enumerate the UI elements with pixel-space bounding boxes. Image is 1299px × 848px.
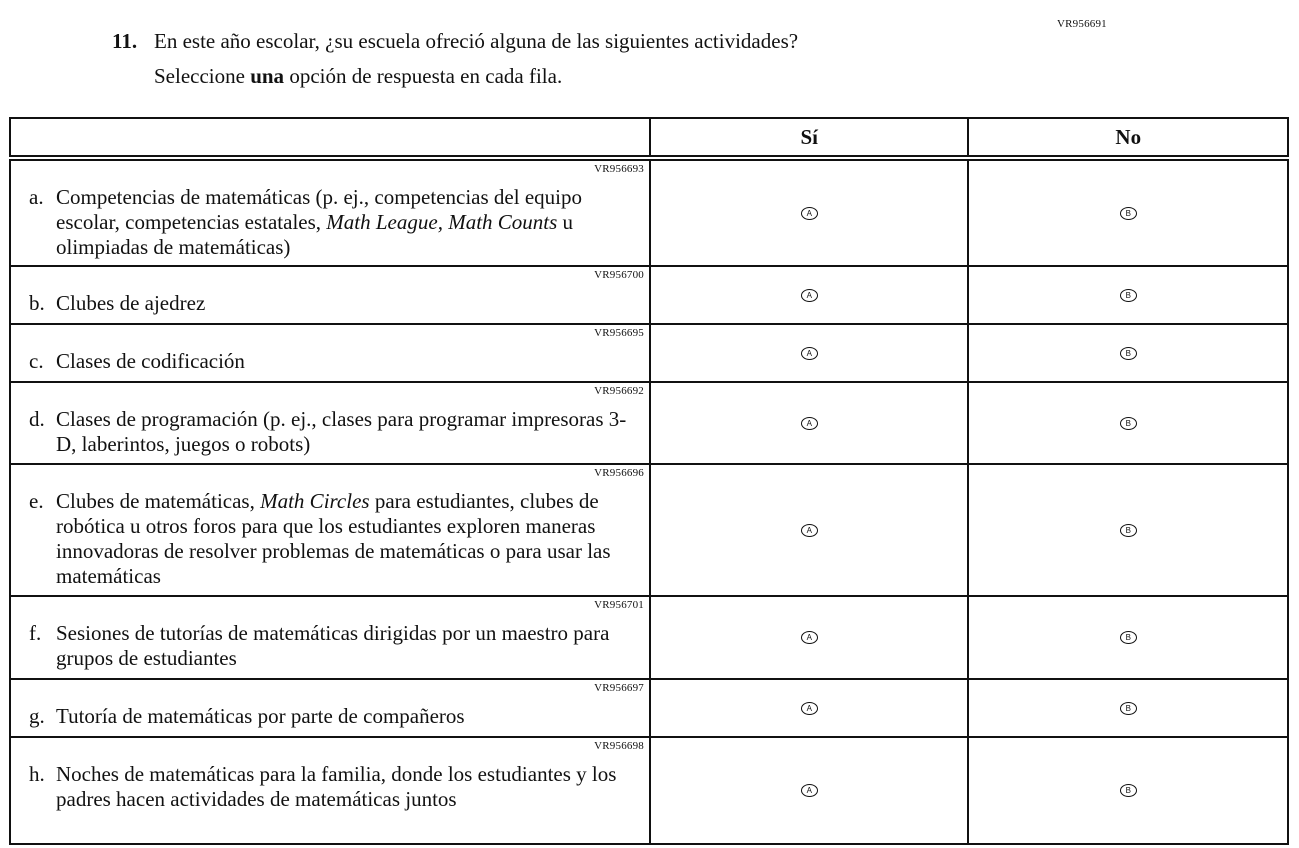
item-cell — [10, 324, 650, 382]
option-no-cell — [968, 158, 1288, 266]
option-no-cell — [968, 679, 1288, 737]
answer-bubble-no[interactable]: B — [1120, 417, 1137, 430]
answer-bubble-yes[interactable]: A — [801, 347, 818, 360]
item-text — [11, 465, 649, 591]
option-yes-cell — [650, 158, 968, 266]
item-cell — [10, 679, 650, 737]
item-cell — [10, 737, 650, 844]
item-code: VR956700 — [594, 269, 644, 281]
answer-bubble-yes[interactable]: A — [801, 784, 818, 797]
item-letter: h. — [29, 762, 45, 786]
answer-bubble-no[interactable]: B — [1120, 784, 1137, 797]
option-yes-cell — [650, 464, 968, 596]
item-row — [10, 464, 1288, 596]
item-text — [11, 680, 649, 731]
item-cell — [10, 464, 650, 596]
option-no-cell — [968, 596, 1288, 679]
item-row — [10, 158, 1288, 266]
instruction-post: opción de respuesta en cada fila. — [284, 64, 563, 88]
answer-bubble-no[interactable]: B — [1120, 347, 1137, 360]
item-code: VR956693 — [594, 163, 644, 175]
item-cell — [10, 266, 650, 324]
answer-bubble-yes[interactable]: A — [801, 289, 818, 302]
answer-bubble-yes[interactable]: A — [801, 417, 818, 430]
item-code: VR956696 — [594, 467, 644, 479]
answer-bubble-no[interactable]: B — [1120, 524, 1137, 537]
option-yes-cell — [650, 596, 968, 679]
item-code: VR956697 — [594, 682, 644, 694]
question-text: En este año escolar, ¿su escuela ofreció alguna de las siguientes actividades? — [154, 29, 799, 53]
item-rows — [10, 158, 1288, 844]
item-label: Noches de matemáticas para la familia, donde los estudiantes y los padres hacen actividades de matemáticas juntos — [56, 762, 617, 811]
option-no-cell — [968, 737, 1288, 844]
answer-bubble-no[interactable]: B — [1120, 631, 1137, 644]
item-row — [10, 596, 1288, 679]
item-label: Competencias de matemáticas (p. ej., competencias del equipo escolar, competencias estatales, Math League, Math Counts u olimpiadas de matemáticas) — [56, 185, 582, 259]
item-text — [11, 597, 649, 673]
option-yes-cell — [650, 382, 968, 464]
item-text — [11, 161, 649, 262]
item-label: Sesiones de tutorías de matemáticas dirigidas por un maestro para grupos de estudiantes — [56, 621, 610, 670]
option-no-cell — [968, 266, 1288, 324]
question-number: 11. — [112, 29, 138, 53]
option-yes-cell — [650, 737, 968, 844]
answer-bubble-yes[interactable]: A — [801, 207, 818, 220]
answer-bubble-yes[interactable]: A — [801, 702, 818, 715]
item-row — [10, 737, 1288, 844]
item-letter: d. — [29, 407, 45, 431]
header-blank — [10, 118, 650, 158]
question-code: VR956691 — [1057, 18, 1107, 30]
option-yes-cell — [650, 266, 968, 324]
answer-bubble-no[interactable]: B — [1120, 289, 1137, 302]
item-row — [10, 679, 1288, 737]
item-letter: b. — [29, 291, 45, 315]
item-cell — [10, 382, 650, 464]
item-label: Clases de codificación — [56, 349, 245, 373]
item-label: Clases de programación (p. ej., clases para programar impresoras 3-D, laberintos, juegos o robots) — [56, 407, 627, 456]
item-letter: a. — [29, 185, 44, 209]
item-code: VR956695 — [594, 327, 644, 339]
option-yes-cell — [650, 679, 968, 737]
item-letter: f. — [29, 621, 42, 645]
question-instruction — [154, 64, 562, 89]
answer-bubble-yes[interactable]: A — [801, 524, 818, 537]
item-letter: g. — [29, 704, 45, 728]
item-letter: c. — [29, 349, 44, 373]
item-text — [11, 267, 649, 318]
item-cell — [10, 158, 650, 266]
item-text — [11, 738, 649, 814]
item-code: VR956701 — [594, 599, 644, 611]
option-no-cell — [968, 382, 1288, 464]
item-label: Clubes de ajedrez — [56, 291, 206, 315]
option-no-cell — [968, 324, 1288, 382]
instruction-emphasis: una — [250, 64, 285, 88]
option-yes-cell — [650, 324, 968, 382]
item-code: VR956698 — [594, 740, 644, 752]
answer-bubble-no[interactable]: B — [1120, 702, 1137, 715]
item-row — [10, 266, 1288, 324]
item-text — [11, 383, 649, 459]
header-no: No — [968, 118, 1288, 158]
answer-bubble-no[interactable]: B — [1120, 207, 1137, 220]
answer-bubble-yes[interactable]: A — [801, 631, 818, 644]
item-letter: e. — [29, 489, 44, 513]
header-yes: Sí — [650, 118, 968, 158]
item-text — [11, 325, 649, 376]
item-label: Tutoría de matemáticas por parte de compañeros — [56, 704, 465, 728]
item-label: Clubes de matemáticas, Math Circles para estudiantes, clubes de robótica u otros foros para que los estudiantes exploren maneras innovadoras de resolver problemas de matemáticas o para usar las matemáticas — [56, 489, 611, 588]
item-row — [10, 324, 1288, 382]
instruction-pre: Seleccione — [154, 64, 251, 88]
header-row — [10, 118, 1288, 158]
response-table — [9, 117, 1289, 845]
item-cell — [10, 596, 650, 679]
item-code: VR956692 — [594, 385, 644, 397]
item-row — [10, 382, 1288, 464]
option-no-cell — [968, 464, 1288, 596]
